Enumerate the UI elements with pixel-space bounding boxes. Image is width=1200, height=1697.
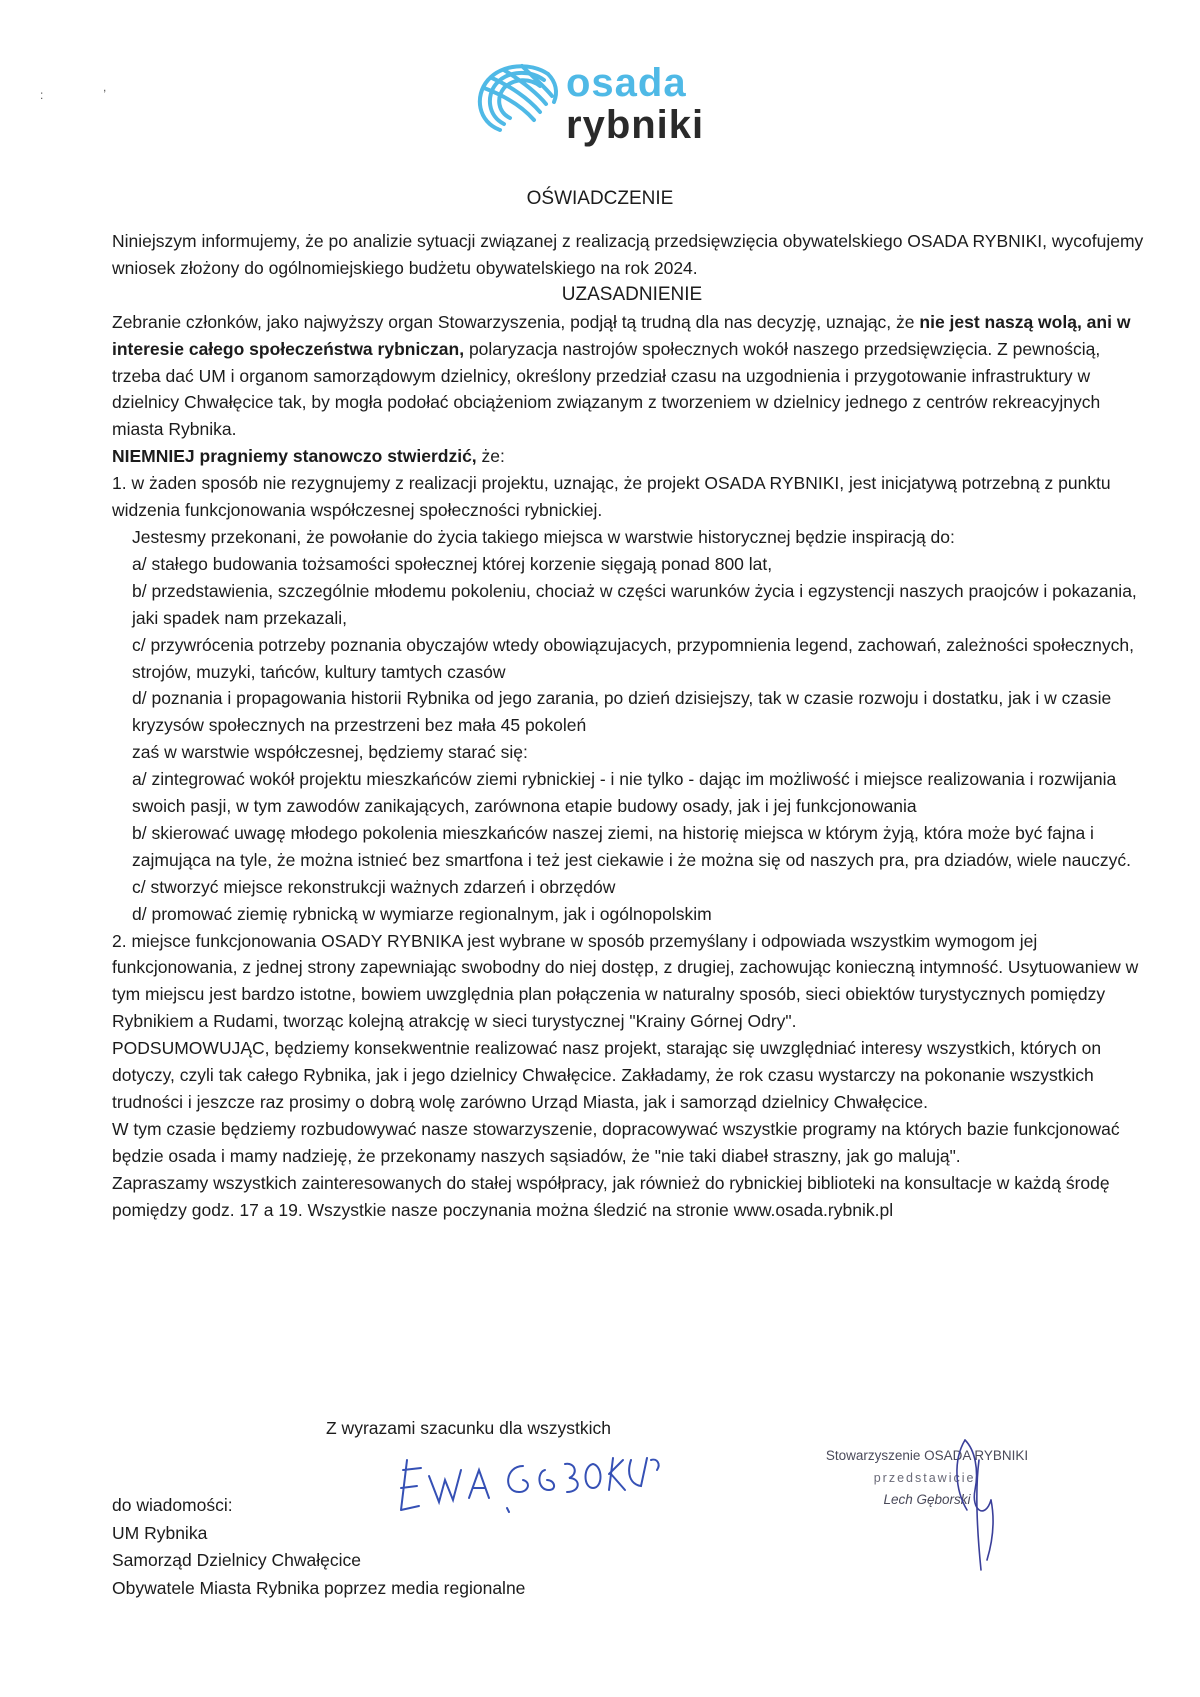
list-item-modern-b: b/ skierować uwagę młodego pokolenia mieszkańców naszej ziemi, na historię miejsca w którym żyją, która może być fajna i zajmująca na tyle, że można istnieć bez smartfona i też jest ciekawie i że można się od naszych pra, pra dziadów, wiele nauczyć.: [132, 822, 1131, 870]
niemniej-paragraph: [112, 443, 1152, 470]
scan-speck: ,: [103, 80, 107, 94]
closing-greeting: Z wyrazami szacunku dla wszystkich: [326, 1418, 611, 1438]
osada-rybniki-logo: [470, 58, 730, 148]
justification-text-a: Zebranie członków, jako najwyższy organ Stowarzyszenia, podjął tą trudną dla nas decyzję, uznając, że: [112, 311, 915, 332]
justification-paragraph: [112, 309, 1152, 444]
list-item-historical-b: b/ przedstawienia, szczególnie młodemu pokoleniu, chociaż w części warunków życia i egzystencji naszych praojców i pokazania, jaki spadek nam przekazali,: [132, 580, 1137, 628]
plans-paragraph: W tym czasie będziemy rozbudowywać nasze stowarzyszenie, dopracowywać wszystkie programy na których bazie funkcjonować będzie osada i mamy nadzieję, że przekonamy naszych sąsiadów, że "nie taki diabeł straszny, jak go malują".: [112, 1118, 1120, 1166]
justification-text-b: polaryzacja nastrojów społecznych wokół naszego przedsięwzięcia. Z pewnością, trzeba dać UM i organom samorządowym dzielnicy, określony przedział czasu na uzgodnienia i przygotowanie infrastruktury w dzielnicy Chwałęcice tak, by mogła podołać obciążeniom związanym z tworzeniem w dzielnicy jednego z centrów rekreacyjnych miasta Rybnika.: [112, 338, 1101, 440]
logo-word-osada: osada: [566, 61, 687, 105]
list-item-historical-c: c/ przywrócenia potrzeby poznania obyczajów wtedy obowiązujacych, przypomnienia legend, zachowań, zależności społecznych, strojów, muzyki, tańców, kultury tamtych czasów: [132, 634, 1134, 682]
list-item-historical-a: a/ stałego budowania tożsamości społecznej której korzenie sięgają ponad 800 lat,: [132, 553, 773, 574]
recipient-item: Samorząd Dzielnicy Chwałęcice: [112, 1550, 361, 1570]
recipients-block: [112, 1492, 525, 1602]
section-heading: UZASADNIENIE: [561, 283, 703, 305]
point-1-intro: Jestesmy przekonani, że powołanie do życia takiego miejsca w warstwie historycznej będzie inspiracją do:: [132, 526, 955, 547]
logo-word-rybniki: rybniki: [566, 103, 705, 147]
list-item-modern-d: d/ promować ziemię rybnicką w wymiarze regionalnym, jak i ogólnopolskim: [132, 903, 712, 924]
document-body: [112, 228, 1152, 1224]
stamp-organization: Stowarzyszenie OSADA RYBNIKI: [825, 1448, 1029, 1463]
niemniej-rest-text: że:: [481, 446, 505, 467]
invite-paragraph: Zapraszamy wszystkich zainteresowanych do stałej współpracy, jak również do rybnickiej biblioteki na konsultacje w każdą środę pomiędzy godz. 17 a 19. Wszystkie nasze poczynania można śledzić na stronie www.osada.rybnik.pl: [112, 1172, 1110, 1220]
list-item-modern-c: c/ stworzyć miejsce rekonstrukcji ważnych zdarzeń i obrzędów: [132, 876, 616, 897]
stamp-role: przedstawiciel: [873, 1471, 981, 1485]
page-title: OŚWIADCZENIE: [526, 188, 674, 209]
summary-paragraph: PODSUMOWUJĄC, będziemy konsekwentnie realizować nasz projekt, starając się uwzględniać interesy wszystkich, których on dotyczy, czyli tak całego Rybnika, jak i jego dzielnicy Chwałęcice. Zakładamy, że rok czasu wystarczy na pokonanie wszystkich trudności i jeszcze raz prosimy o dobrą wolę zarówno Urząd Miasta, jak i samorząd dzielnicy Chwałęcice.: [112, 1038, 1102, 1112]
recipients-label: do wiadomości:: [112, 1495, 233, 1515]
stamp-name: Lech Gęborski: [883, 1492, 971, 1507]
scan-speck: :: [40, 88, 44, 102]
niemniej-bold-text: NIEMNIEJ pragniemy stanowczo stwierdzić,: [112, 446, 477, 467]
point-2: 2. miejsce funkcjonowania OSADY RYBNIKA jest wybrane w sposób przemyślany i odpowiada wszystkim wymogom jej funkcjonowania, z jednej strony zapewniając swobodny do niej dostęp, z drugiej, zachowując konieczną intymność. Usytuowaniew w tym miejscu jest bardzo istotne, bowiem uwzględnia plan połączenia w naturalny sposób, sieci obiektów turystycznych pomiędzy Rybnikiem a Rudami, tworząc kolejną atrakcję w sieci turystycznej "Krainy Górnej Odry".: [112, 930, 1139, 1032]
modern-intro: zaś w warstwie współczesnej, będziemy starać się:: [132, 742, 528, 763]
fishnet-logo-icon: [470, 58, 562, 142]
list-item-modern-a: a/ zintegrować wokół projektu mieszkańców ziemi rybnickiej - i nie tylko - dając im możliwość i miejsce realizowania i rozwijania swoich pasji, w tym zawodów zanikających, zarównona etapie budowy osady, jak i jej funkcjonowania: [132, 769, 1117, 817]
justification-bold-text: nie jest naszą wolą, ani w interesie całego społeczeństwa rybniczan,: [112, 311, 1131, 359]
recipient-item: UM Rybnika: [112, 1522, 208, 1543]
intro-paragraph: Niniejszym informujemy, że po analizie sytuacji związanej z realizacją przedsięwzięcia obywatelskiego OSADA RYBNIKI, wycofujemy wniosek złożony do ogólnomiejskiego budżetu obywatelskiego na rok 2024.: [112, 231, 1144, 278]
recipient-item: Obywatele Miasta Rybnika poprzez media regionalne: [112, 1577, 526, 1598]
representative-signature: [935, 1430, 1015, 1590]
list-item-historical-d: d/ poznania i propagowania historii Rybnika od jego zarania, po dzień dzisiejszy, tak w czasie rozwoju i dostatku, jak i w czasie kryzysów społecznych na przestrzeni bez mała 45 pokoleń: [132, 688, 1112, 736]
point-1: 1. w żaden sposób nie rezygnujemy z realizacji projektu, uznając, że projekt OSADA RYBNIKI, jest inicjatywą potrzebną z punktu widzenia funkcjonowania współczesnej społeczności rybnickiej.: [112, 473, 1111, 521]
